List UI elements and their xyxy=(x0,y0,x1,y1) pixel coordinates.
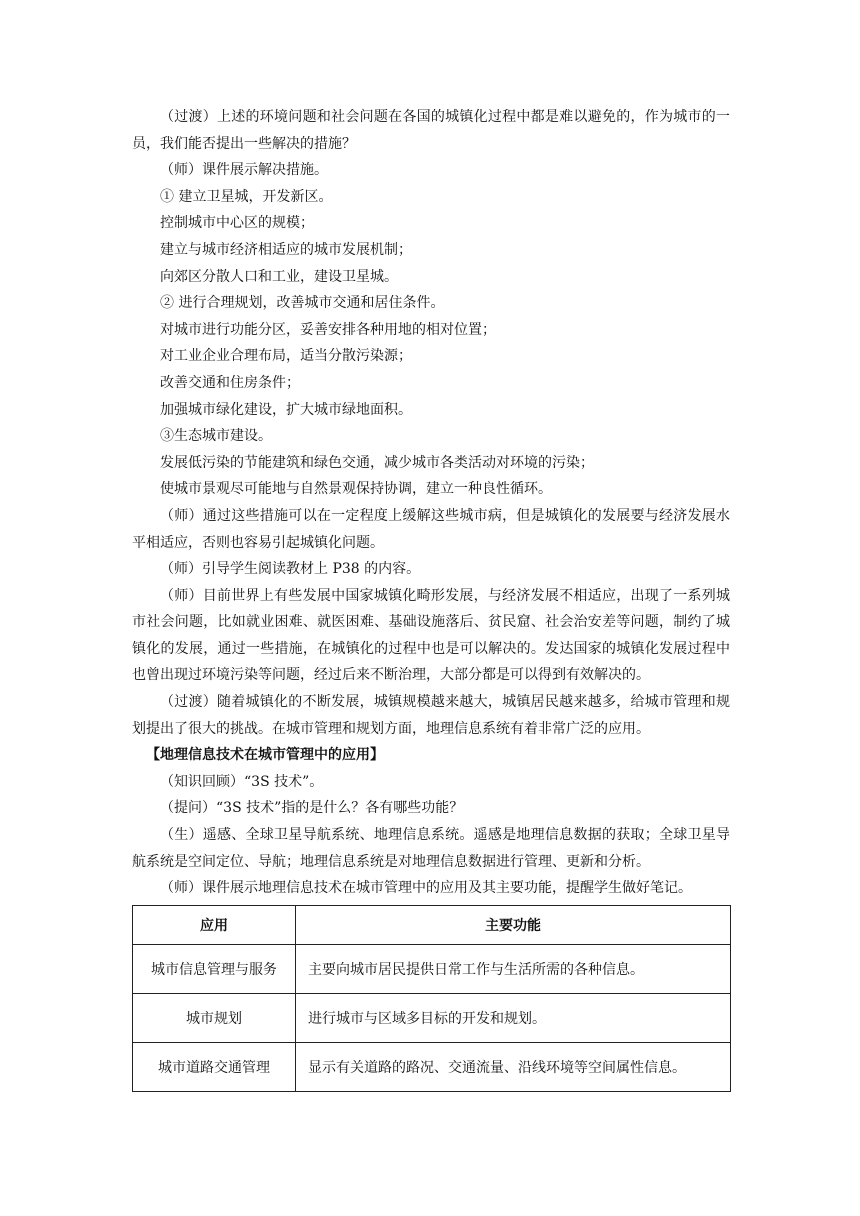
table-cell-function: 主要向城市居民提供日常工作与生活所需的各种信息。 xyxy=(296,944,731,993)
measure-1-item-c: 向郊区分散人口和工业，建设卫星城。 xyxy=(160,268,398,285)
measure-2-title: ② 进行合理规划，改善城市交通和居住条件。 xyxy=(160,295,445,312)
table-row xyxy=(133,944,731,993)
measure-3-item-b: 使城市景观尽可能地与自然景观保持协调，建立一种良性循环。 xyxy=(160,481,552,498)
paragraph-student: （生）遥感、全球卫星导航系统、地理信息系统。遥感是地理信息数据的获取；全球卫星导航系统是空间定位、导航；地理信息系统是对地理信息数据进行管理、更新和分析。 xyxy=(132,827,730,870)
table-header-application: 应用 xyxy=(133,905,296,944)
table-cell-application: 城市规划 xyxy=(133,993,296,1042)
paragraph-teacher-2: （师）通过这些措施可以在一定程度上缓解这些城市病，但是城镇化的发展要与经济发展水平相适应，否则也容易引起城镇化问题。 xyxy=(132,507,730,551)
measure-1-title: ① 建立卫星城，开发新区。 xyxy=(160,188,333,205)
table-row xyxy=(133,993,731,1042)
measure-1-item-a: 控制城市中心区的规模； xyxy=(160,215,314,232)
table-cell-application: 城市信息管理与服务 xyxy=(133,944,296,993)
measure-2-item-b: 对工业企业合理布局，适当分散污染源； xyxy=(160,348,412,365)
gis-applications-table xyxy=(132,905,731,1092)
measure-1-item-b: 建立与城市经济相适应的城市发展机制； xyxy=(160,241,412,258)
measure-3-title: ③生态城市建设。 xyxy=(160,428,272,445)
table-cell-application: 城市道路交通管理 xyxy=(133,1042,296,1091)
paragraph-transition-2: （过渡）随着城镇化的不断发展，城镇规模越来越大，城镇居民越来越多，给城市管理和规划提出了很大的挑战。在城市管理和规划方面，地理信息系统有着非常广泛的应用。 xyxy=(132,694,730,737)
table-header-function: 主要功能 xyxy=(296,905,731,944)
paragraph-teacher-5: （师）课件展示地理信息技术在城市管理中的应用及其主要功能，提醒学生做好笔记。 xyxy=(160,880,692,897)
paragraph-question: （提问）“3S 技术”指的是什么？各有哪些功能？ xyxy=(160,800,464,817)
measure-2-item-a: 对城市进行功能分区，妥善安排各种用地的相对位置； xyxy=(160,321,496,338)
measure-2-item-d: 加强城市绿化建设，扩大城市绿地面积。 xyxy=(160,401,412,418)
measure-3-item-a: 发展低污染的节能建筑和绿色交通，减少城市各类活动对环境的污染； xyxy=(160,454,594,471)
table-row xyxy=(133,1042,731,1091)
table-cell-function: 显示有关道路的路况、交通流量、沿线环境等空间属性信息。 xyxy=(296,1042,731,1091)
section-heading: 【地理信息技术在城市管理中的应用】 xyxy=(146,747,384,764)
table-header-row xyxy=(133,905,731,944)
paragraph-transition-1: （过渡）上述的环境问题和社会问题在各国的城镇化过程中都是难以避免的，作为城市的一员，我们能否提出一些解决的措施？ xyxy=(132,109,730,152)
table-cell-function: 进行城市与区域多目标的开发和规划。 xyxy=(296,993,731,1042)
paragraph-teacher-1: （师）课件展示解决措施。 xyxy=(160,162,328,179)
document-page xyxy=(132,104,730,1092)
measure-2-item-c: 改善交通和住房条件； xyxy=(160,374,300,391)
paragraph-teacher-4: （师）目前世界上有些发展中国家城镇化畸形发展，与经济发展不相适应，出现了一系列城市社会问题，比如就业困难、就医困难、基础设施落后、贫民窟、社会治安差等问题，制约了城镇化的发展，通过一些措施，在城镇化的过程中也是可以解决的。发达国家的城镇化发展过程中也曾出现过环境污染等问题，经过后来不断治理，大部分都是可以得到有效解决的。 xyxy=(132,587,730,684)
paragraph-review: （知识回顾）“3S 技术”。 xyxy=(160,773,324,790)
paragraph-teacher-3: （师）引导学生阅读教材上 P38 的内容。 xyxy=(160,561,421,578)
